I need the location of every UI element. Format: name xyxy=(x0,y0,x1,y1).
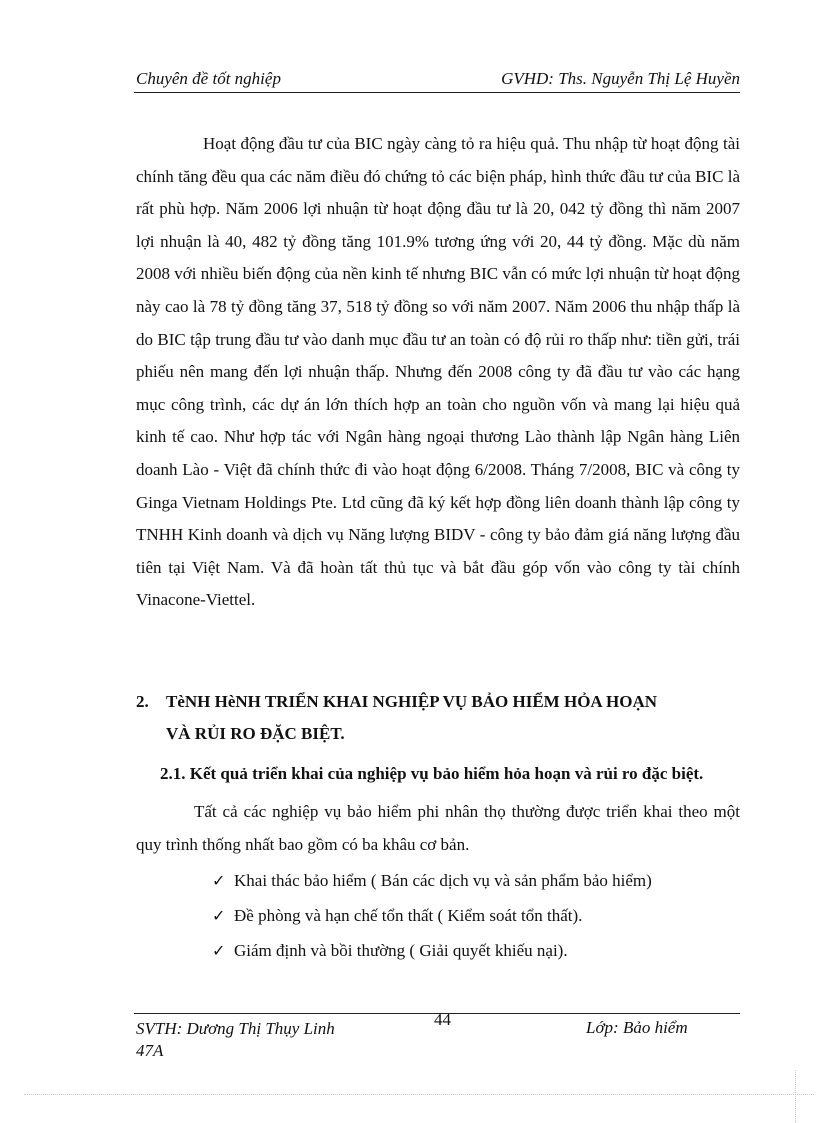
page-edge-dotted-line xyxy=(24,1094,814,1095)
section-heading-2 xyxy=(136,686,740,750)
list-item-text: Đề phòng và hạn chế tổn thất ( Kiểm soát tổn thất). xyxy=(234,906,583,925)
list-item xyxy=(212,901,652,936)
list-item-text: Giám định và bồi thường ( Giải quyết khiếu nại). xyxy=(234,941,568,960)
header-thesis-title: Chuyên đề tốt nghiệp xyxy=(136,69,281,88)
check-icon: ✓ xyxy=(212,906,226,925)
footer-student-name: SVTH: Dương Thị Thụy Linh xyxy=(136,1019,335,1038)
section-number: 2. xyxy=(136,692,149,711)
footer-class: Lớp: Bảo hiểm xyxy=(586,1018,688,1037)
subsection-heading-2-1: 2.1. Kết quả triển khai của nghiệp vụ bảo hiểm hỏa hoạn và rủi ro đặc biệt. xyxy=(160,764,704,783)
list-item xyxy=(212,936,652,971)
list-item xyxy=(212,866,652,901)
check-icon: ✓ xyxy=(212,941,226,960)
header-advisor: GVHD: Ths. Nguyễn Thị Lệ Huyền xyxy=(501,69,740,88)
body-paragraph-process: Tất cả các nghiệp vụ bảo hiểm phi nhân thọ thường được triển khai theo một quy trình thống nhất bao gồm có ba khâu cơ bản. xyxy=(136,802,740,854)
page-number: 44 xyxy=(434,1010,451,1029)
list-item-text: Khai thác bảo hiểm ( Bán các dịch vụ và sản phẩm bảo hiểm) xyxy=(234,871,652,890)
page-footer xyxy=(134,1010,740,1060)
footer-student xyxy=(136,1018,376,1062)
process-checklist xyxy=(212,866,652,971)
page-header xyxy=(134,66,740,93)
body-paragraph-investment: Hoạt động đầu tư của BIC ngày càng tỏ ra hiệu quả. Thu nhập từ hoạt động tài chính tăng đều qua các năm điều đó chứng tỏ các biện pháp, hình thức đầu tư của BIC là rất phù hợp. Năm 2006 lợi nhuận từ hoạt động đầu tư là 20, 042 tỷ đồng thì năm 2007 lợi nhuận là 40, 482 tỷ đồng tăng 101.9% tương ứng với 20, 44 tỷ đồng. Mặc dù năm 2008 với nhiều biến động của nền kinh tế nhưng BIC vẫn có mức lợi nhuận từ hoạt động này cao là 78 tỷ đồng tăng 37, 518 tỷ đồng so với năm 2007. Năm 2006 thu nhập thấp là do BIC tập trung đầu tư vào danh mục đầu tư an toàn có độ rủi ro thấp như: tiền gửi, trái phiếu nên mang đến lợi nhuận thấp. Nhưng đến 2008 công ty đã đầu tư vào các hạng mục công trình, các dự án lớn thích hợp an toàn cho nguồn vốn và mang lại hiệu quả kinh tế cao. Như hợp tác với Ngân hàng ngoại thương Lào thành lập Ngân hàng Liên doanh Lào - Việt đã chính thức đi vào hoạt động 6/2008. Tháng 7/2008, BIC và công ty Ginga Vietnam Holdings Pte. Ltd cũng đã ký kết hợp đồng liên doanh thành lập công ty TNHH Kinh doanh và dịch vụ Năng lượng BIDV - công ty bảo đảm giá năng lượng đầu tiên tại Việt Nam. Và đã hoàn tất thủ tục và bắt đầu góp vốn vào công ty tài chính Vinacone-Viettel. xyxy=(136,134,740,610)
section-heading-line1: TèNH HèNH TRIỂN KHAI NGHIỆP VỤ BẢO HIỂM HỎA HOẠN xyxy=(166,692,657,711)
section-heading-line2: VÀ RỦI RO ĐẶC BIỆT. xyxy=(166,724,345,743)
footer-student-class-code: 47A xyxy=(136,1041,164,1060)
page-corner-dotted-line xyxy=(795,1070,796,1123)
check-icon: ✓ xyxy=(212,871,226,890)
